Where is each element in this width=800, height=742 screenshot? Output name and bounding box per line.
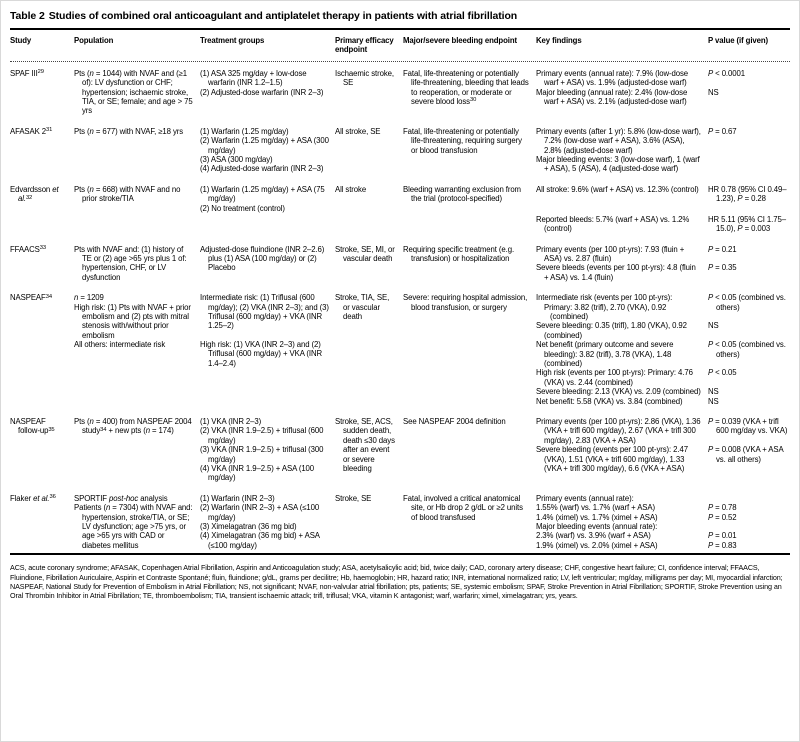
p-value [708, 88, 790, 107]
cell-population [74, 127, 194, 174]
cell-treatment [200, 185, 329, 234]
text-line: HR 0.78 (95% CI 0.49–1.23), P = 0.28 [708, 184, 787, 204]
text-line: P < 0.05 [708, 368, 737, 378]
text-line: Stroke, TIA, SE, or vascular death [335, 293, 390, 321]
text-line: Adjusted-dose fluindione (INR 2–2.6) plus (1) ASA (100 mg/day) or (2) Placebo [200, 244, 325, 273]
text-line: NS [708, 387, 719, 397]
cell-treatment [200, 245, 329, 283]
text-line: Severe bleeding: 2.13 (VKA) vs. 2.09 (combined) [536, 387, 701, 397]
p-value [708, 531, 790, 540]
p-value [708, 69, 790, 88]
text-line: (1) Warfarin (INR 2–3) [200, 493, 275, 503]
p-value [708, 321, 790, 340]
text-line: NS [708, 396, 719, 406]
text-line: Stroke, SE [335, 493, 372, 503]
text-line: Primary events (per 100 pt-yrs): 2.86 (VKA), 1.36 (VKA + trifl 600 mg/day), 2.67 (VKA + trifl 300 mg/day), 2.83 (VKA + ASA) [536, 417, 701, 445]
cell-bleeding [403, 127, 530, 174]
p-value [708, 127, 790, 155]
finding-text [536, 69, 702, 88]
text-line: P = 0.039 (VKA + trifl 600 mg/day vs. VKA) [708, 417, 788, 436]
finding-text [536, 293, 702, 321]
cell-bleeding [403, 417, 530, 483]
finding-text [536, 522, 702, 531]
cell-treatment [200, 494, 329, 550]
cell-population [74, 245, 194, 283]
text-line: Pts (n = 1044) with NVAF and (≥1 of): LV dysfunction or CHF; hypertension; ischaemic stroke, TIA, or SE; female; and age > 75 yrs [74, 68, 193, 116]
text-line: 1.4% (ximel) vs. 1.7% (ximel + ASA) [536, 512, 658, 522]
text-line: Pts (n = 400) from NASPEAF 2004 study$^{34}$ + new pts (n = 174) [74, 417, 192, 436]
text-line: High risk: (1) VKA (INR 2–3) and (2) Triflusal (600 mg/day) + VKA (INR 1.4–2.4) [200, 339, 323, 368]
text-line: P < 0.0001 [708, 68, 745, 78]
finding-text [536, 88, 702, 107]
cell-study [10, 245, 68, 283]
text-line: (3) VKA (INR 1.9–2.5) + triflusal (300 mg/day) [200, 445, 324, 464]
finding-text [536, 397, 702, 406]
text-line: (4) Ximelagatran (36 mg bid) + ASA (≤100 mg/day) [200, 531, 320, 550]
text-line: FFAACS$^{33}$ [10, 244, 46, 254]
text-line: (2) Adjusted-dose warfarin (INR 2–3) [200, 87, 324, 97]
col-header-treatment-groups: Treatment groups [200, 36, 265, 45]
p-value [708, 445, 790, 473]
text-line: Fatal, involved a critical anatomical site, or Hb drop 2 g/dL or ≥2 units of blood transfused [403, 493, 523, 522]
col-header-population: Population [74, 36, 114, 45]
finding-text [536, 368, 702, 387]
col-header-study: Study [10, 36, 32, 45]
table-body [10, 69, 790, 550]
text-line: (1) Warfarin (1.25 mg/day) + ASA (75 mg/day) [200, 184, 325, 204]
text-line: NS [708, 87, 719, 97]
text-line: All stroke, SE [335, 126, 381, 136]
text-line: Major bleeding events (annual rate): [536, 522, 658, 532]
text-line: P = 0.52 [708, 512, 737, 522]
text-line: All stroke: 9.6% (warf + ASA) vs. 12.3% (control) [536, 184, 699, 194]
text-line: All others: intermediate risk [74, 340, 166, 350]
text-line: (2) VKA (INR 1.9–2.5) + triflusal (600 mg/day) [200, 426, 324, 445]
text-line: Primary: 3.82 (trifl), 2.70 (VKA), 0.92 (combined) [544, 302, 667, 321]
finding-text [536, 340, 702, 368]
text-line: HR 5.11 (95% CI 1.75–15.0), P = 0.003 [708, 214, 786, 234]
cell-key-findings [536, 69, 790, 116]
table-row [10, 293, 790, 406]
table-row [10, 127, 790, 174]
text-line: Stroke, SE, MI, or vascular death [335, 244, 395, 263]
p-value [708, 513, 790, 522]
text-line: P = 0.78 [708, 503, 737, 513]
text-line: P < 0.05 (combined vs. others) [708, 340, 786, 359]
text-line: Primary events (annual rate): [536, 493, 634, 503]
text-line: Edvardsson et al.$^{32}$ [10, 184, 59, 204]
cell-study [10, 293, 68, 406]
cell-treatment [200, 69, 329, 116]
text-line: n = 1209 [74, 293, 104, 303]
text-line: Stroke, SE, ACS, sudden death, death ≤30 days after an event or severe bleeding [335, 417, 395, 474]
cell-key-findings [536, 293, 790, 406]
text-line: Net benefit (primary outcome and severe bleeding): 3.82 (trifl), 3.78 (VKA), 1.48 (combined) [536, 340, 674, 368]
text-line: Fatal, life-threatening or potentially life-threatening, bleeding that leads to reoperation, or moderate or severe blood loss$^{30}$ [403, 68, 529, 107]
cell-efficacy [335, 245, 397, 283]
p-value [708, 417, 790, 445]
cell-study [10, 417, 68, 483]
text-line: Reported bleeds: 5.7% (warf + ASA) vs. 1.2% (control) [536, 214, 690, 234]
text-line: NASPEAF follow-$up^{35}$ [10, 417, 55, 436]
p-value [708, 494, 790, 503]
p-value [708, 155, 790, 174]
col-header-primary-efficacy-endpoint: Primary efficacy endpoint [335, 36, 394, 55]
cell-key-findings [536, 245, 790, 283]
cell-population [74, 69, 194, 116]
cell-treatment [200, 293, 329, 406]
text-line: Fatal, life-threatening or potentially life-threatening, requiring surgery or blood transfusion [403, 126, 522, 155]
text-line: Severe: requiring hospital admission, blood transfusion, or surgery [403, 293, 528, 312]
text-line: Primary events (annual rate): 7.9% (low-dose warf + ASA) vs. 1.9% (adjusted-dose warf) [536, 68, 689, 88]
finding-text [536, 531, 702, 540]
text-line: Patients (n = 7304) with NVAF and: hypertension, stroke/TIA, or SE; LV dysfunction; age >75 yrs, or age >65 yrs with CAD or diabetes mellitus [74, 503, 193, 550]
text-line: Intermediate risk: (1) Triflusal (600 mg/day); (2) VKA (INR 2–3); and (3) Triflusal (600 mg/day) + VKA (INR 1.25–2) [200, 293, 329, 331]
text-line: Major bleeding events: 3 (low-dose warf), 1 (warf + ASA), 5 (ASA), 4 (adjusted-dose warf) [536, 155, 700, 174]
text-line: High risk (events per 100 pt-yrs): Primary: 4.76 (VKA) vs. 2.44 (combined) [536, 368, 693, 387]
cell-efficacy [335, 69, 397, 116]
finding-text [536, 245, 702, 264]
text-line: 2.3% (warf) vs. 3.9% (warf + ASA) [536, 531, 651, 541]
text-line: Primary events (per 100 pt-yrs): 7.93 (fluin + ASA) vs. 2.87 (fluin) [536, 244, 685, 263]
text-line: 1.55% (warf) vs. 1.7% (warf + ASA) [536, 503, 656, 513]
text-line: Pts (n = 677) with NVAF, ≥18 yrs [74, 126, 184, 136]
text-line: High risk: (1) Pts with NVAF + prior embolism and (2) pts with mitral stenosis with/without prior embolism [74, 302, 191, 340]
p-value [708, 215, 790, 234]
cell-efficacy [335, 293, 397, 406]
text-line: P = 0.83 [708, 540, 737, 550]
p-value [708, 245, 790, 264]
col-header-p-value: P value (if given) [708, 36, 769, 45]
cell-key-findings [536, 127, 790, 174]
cell-population [74, 417, 194, 483]
p-value [708, 368, 790, 387]
text-line: Major bleeding (annual rate): 2.4% (low-dose warf + ASA) vs. 2.1% (adjusted-dose warf) [536, 87, 688, 107]
cell-population [74, 185, 194, 234]
finding-text [536, 494, 702, 503]
text-line: Severe bleeding: 0.35 (trifl), 1.80 (VKA), 0.92 (combined) [536, 321, 687, 340]
text-line: See NASPEAF 2004 definition [403, 417, 506, 426]
cell-bleeding [403, 293, 530, 406]
text-line: NS [708, 321, 719, 331]
cell-study [10, 127, 68, 174]
text-line: (4) VKA (INR 1.9–2.5) + ASA (100 mg/day) [200, 464, 315, 483]
p-value [708, 387, 790, 396]
cell-bleeding [403, 69, 530, 116]
cell-efficacy [335, 494, 397, 550]
table-row [10, 494, 790, 550]
text-line: P = 0.67 [708, 126, 737, 136]
text-line: (1) Warfarin (1.25 mg/day) [200, 126, 289, 136]
text-line: (3) ASA (300 mg/day) [200, 155, 273, 165]
table-row [10, 69, 790, 116]
cell-population [74, 293, 194, 406]
finding-text [536, 503, 702, 512]
text-line: Severe bleeds (events per 100 pt-yrs): 4.8 (fluin + ASA) vs. 1.4 (fluin) [536, 263, 696, 282]
p-value [708, 503, 790, 512]
text-line: 1.9% (ximel) vs. 2.0% (ximel + ASA) [536, 540, 658, 550]
text-line: (4) Adjusted-dose warfarin (INR 2–3) [200, 164, 324, 174]
cell-key-findings [536, 494, 790, 550]
text-line: Ischaemic stroke, SE [335, 68, 394, 88]
text-line: P = 0.008 (VKA + ASA vs. all others) [708, 445, 784, 464]
text-line: Pts (n = 668) with NVAF and no prior stroke/TIA [74, 184, 181, 204]
text-line: SPAF III$^{29}$ [10, 68, 44, 78]
cell-study [10, 494, 68, 550]
text-line: Intermediate risk (events per 100 pt-yrs): [536, 293, 673, 303]
text-line: Primary events (after 1 yr): 5.8% (low-dose warf), 7.2% (low-dose warf + ASA), 3.6% (ASA), 2.8% (adjusted-dose warf) [536, 126, 701, 155]
table-row [10, 245, 790, 283]
p-value [708, 397, 790, 406]
text-line: AFASAK $2^{31}$ [10, 126, 53, 136]
cell-efficacy [335, 185, 397, 234]
text-line: (1) VKA (INR 2–3) [200, 417, 262, 426]
text-line: Net benefit: 5.58 (VKA) vs. 3.84 (combined) [536, 396, 683, 406]
p-value [708, 522, 790, 531]
text-line: All stroke [335, 184, 367, 194]
finding-text [536, 513, 702, 522]
finding-text [536, 387, 702, 396]
text-line: (3) Ximelagatran (36 mg bid) [200, 522, 297, 532]
table-row [10, 417, 790, 483]
cell-bleeding [403, 185, 530, 234]
text-line: (2) No treatment (control) [200, 203, 285, 213]
cell-study [10, 69, 68, 116]
p-value [708, 340, 790, 368]
col-header-bleeding-endpoint: Major/severe bleeding endpoint [403, 36, 517, 45]
col-header-group [536, 36, 790, 55]
table-row [10, 185, 790, 234]
text-line: Bleeding warranting exclusion from the trial (protocol-specified) [403, 184, 521, 204]
table-label: Table 2 [10, 10, 45, 22]
finding-text [536, 321, 702, 340]
cell-treatment [200, 417, 329, 483]
finding-text [536, 185, 702, 204]
text-line: P = 0.01 [708, 531, 737, 541]
table-header-row [10, 30, 790, 59]
finding-text [536, 127, 702, 155]
cell-bleeding [403, 245, 530, 283]
cell-efficacy [335, 127, 397, 174]
finding-text [536, 445, 702, 473]
col-header-key-findings: Key findings [536, 36, 582, 45]
cell-bleeding [403, 494, 530, 550]
text-line: P = 0.35 [708, 263, 737, 273]
text-line: Requiring specific treatment (e.g. transfusion) or hospitalization [403, 244, 515, 263]
table-caption: Studies of combined oral anticoagulant and antiplatelet therapy in patients with atrial fibrillation [48, 10, 518, 22]
finding-text [536, 417, 702, 445]
text-line: Severe bleeding (events per 100 pt-yrs): 2.47 (VKA), 1.51 (VKA + trifl 600 mg/day), 1.33 (VKA + trifl 300 mg/day), 6.6 (VKA + ASA) [536, 445, 688, 474]
text-line: Flaker et al.$^{36}$ [10, 493, 56, 503]
p-value [708, 541, 790, 550]
footnote: ACS, acute coronary syndrome; AFASAK, Copenhagen Atrial Fibrillation, Aspirin and Anticoagulation study; ASA, acetylsalicylic acid; bid, twice daily; CAD, coronary artery disease; CHF, congestive heart failure; CI, confidence interval; FFAACS, Fluindione, Fibrillation Auriculaire, Aspirin et Contraste Spontané; fluin, fluindione; g/dL, grams per decilitre; Hb, haemoglobin; HR, hazard ratio; INR, international normalized ratio; LV, left ventricular; mg/day, milligrams per day; MI, myocardial infarction; NASPEAF, National Study for Prevention of Embolism in Atrial Fibrillation; NS, not significant; NVAF, non-valvular atrial fibrillation; pts, patients; SE, systemic embolism; SPAF, Stroke Prevention in Atrial Fibrillation; SPORTIF, Stroke Prevention using an Oral Thrombin Inhibitor in Atrial Fibrillation; TE, thromboembolism; TIA, transient ischaemic attack; trifl, triflusal; VKA, vitamin K antagonist; warf, warfarin; ximel, ximelagatran; yrs, years. [10, 563, 783, 601]
cell-treatment [200, 127, 329, 174]
text-line: (1) ASA 325 mg/day + low-dose warfarin (INR 1.2–1.5) [200, 68, 307, 88]
dotted-divider [10, 61, 790, 62]
p-value [708, 263, 790, 282]
table-title [10, 8, 790, 28]
text-line: P = 0.21 [708, 244, 737, 254]
finding-text [536, 155, 702, 174]
finding-text [536, 541, 702, 550]
p-value [708, 293, 790, 321]
cell-key-findings [536, 417, 790, 483]
p-value [708, 185, 790, 204]
bottom-rule-divider [10, 553, 790, 555]
cell-key-findings [536, 185, 790, 234]
text-line: NASPEAF$^{34}$ [10, 293, 52, 303]
text-line: SPORTIF post-hoc analysis [74, 493, 168, 503]
text-line: P < 0.05 (combined vs. others) [708, 293, 786, 312]
finding-text [536, 215, 702, 234]
text-line: Pts with NVAF and: (1) history of TE or (2) age >65 yrs plus 1 of: hypertension, CHF, or LV dysfunction [74, 244, 187, 282]
finding-text [536, 263, 702, 282]
cell-study [10, 185, 68, 234]
cell-efficacy [335, 417, 397, 483]
text-line: (2) Warfarin (INR 2–3) + ASA (≤100 mg/day) [200, 503, 320, 522]
text-line: (2) Warfarin (1.25 mg/day) + ASA (300 mg/day) [200, 136, 329, 155]
cell-population [74, 494, 194, 550]
